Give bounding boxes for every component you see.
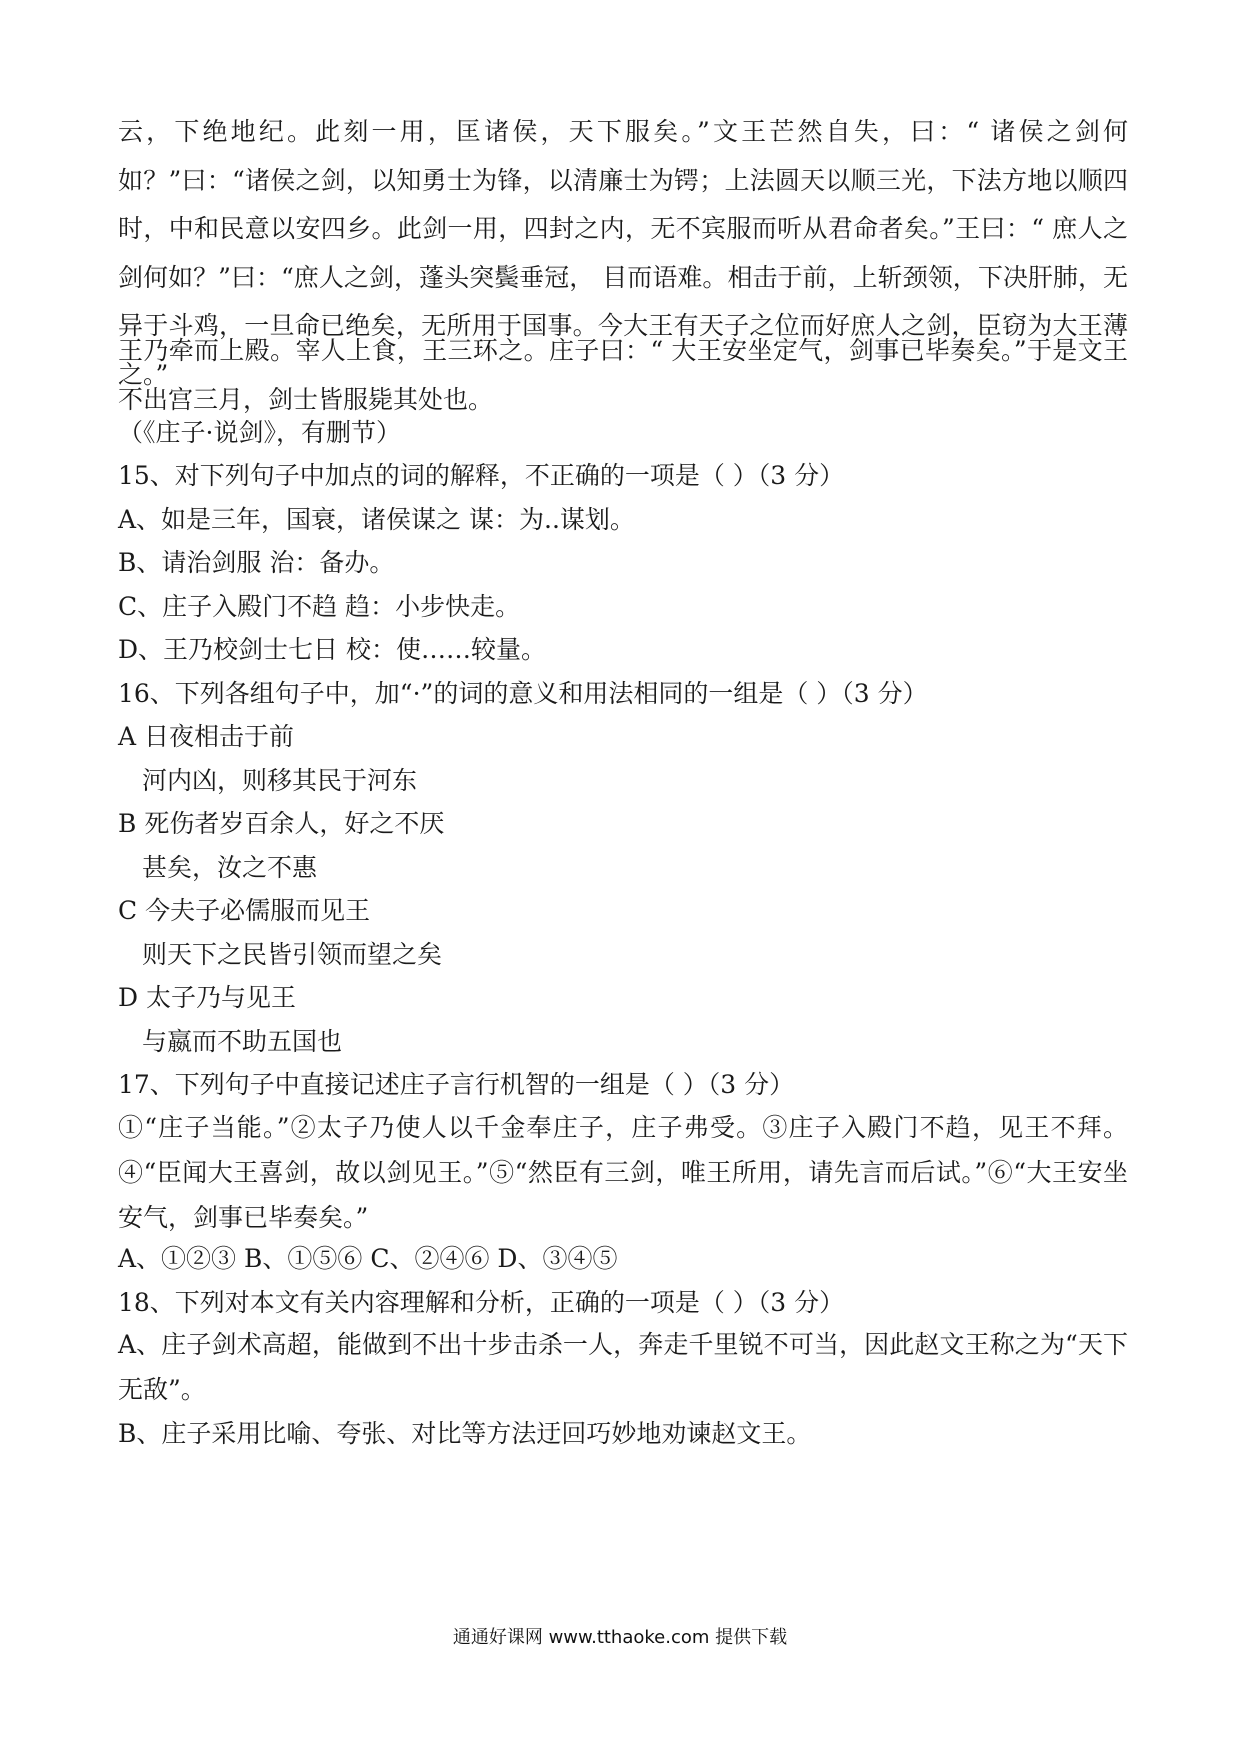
question-16-option-a-line-1: A 日夜相击于前 xyxy=(118,722,295,751)
question-17-stem: 17、下列句子中直接记述庄子言行机智的一组是（ ）（3 分） xyxy=(118,1070,795,1099)
question-16-option-c-line-2: 则天下之民皆引领而望之矣 xyxy=(142,940,443,969)
question-15-option-b: B、请治剑服 治：备办。 xyxy=(118,548,395,577)
question-18-option-b: B、庄子采用比喻、夸张、对比等方法迂回巧妙地劝谏赵文王。 xyxy=(118,1419,812,1448)
question-17-body: ①“庄子当能。”②太子乃使人以千金奉庄子，庄子弗受。③庄子入殿门不趋，见王不拜。④“臣闻大王喜剑，故以剑见王。”⑤“然臣有三剑，唯王所用，请先言而后试。”⑥“大王安坐安气，剑事已毕奏矣。” xyxy=(118,1113,1128,1232)
question-17-options: A、①②③ B、①⑤⑥ C、②④⑥ D、③④⑤ xyxy=(118,1244,618,1273)
question-15-stem: 15、对下列句子中加点的词的解释，不正确的一项是（ ）（3 分） xyxy=(118,461,845,490)
question-15-option-a: A、如是三年，国衰，诸侯谋之 谋：为..谋划。 xyxy=(118,505,635,534)
question-15-option-d: D、王乃校剑士七日 校：使……较量。 xyxy=(118,635,546,664)
question-16-option-a-line-2: 河内凶，则移其民于河东 xyxy=(142,766,418,795)
question-16-option-b-line-2: 甚矣，汝之不惠 xyxy=(142,853,318,882)
question-16-option-d-line-1: D 太子乃与见王 xyxy=(118,983,296,1012)
question-18-stem: 18、下列对本文有关内容理解和分析，正确的一项是（ ）（3 分） xyxy=(118,1288,845,1317)
passage-paragraph-1: 云，下绝地纪。此刻一用，匡诸侯，天下服矣。”文王芒然自失，曰：“ 诸侯之剑何如？”曰：“诸侯之剑，以知勇士为锋，以清廉士为锷；上法圆天以顺三光，下法方地以顺四时，中和民意以安四乡。此剑一用，四封之内，无不宾服而听从君命者矣。”王曰：“ 庶人之剑何如？”曰：“庶人之剑，蓬头突鬓垂冠， 目而语难。相击于前，上斩颈领，下决肝肺，无异于斗鸡，一旦命已绝矣，无所用于国事。今大王有天子之位而好庶人之剑，臣窃为大王薄之。” xyxy=(118,117,1128,389)
page-footer: 通通好课网 www.tthaoke.com 提供下载 xyxy=(452,1627,788,1648)
question-16-option-d-line-2: 与嬴而不助五国也 xyxy=(142,1027,343,1056)
passage-source: （《庄子·说剑》，有删节） xyxy=(118,418,401,447)
question-16-option-b-line-1: B 死伤者岁百余人，好之不厌 xyxy=(118,809,445,838)
question-18-option-a: A、庄子剑术高超，能做到不出十步击杀一人，奔走千里锐不可当，因此赵文王称之为“天下无敌”。 xyxy=(118,1330,1128,1404)
question-16-option-c-line-1: C 今夫子必儒服而见王 xyxy=(118,896,371,925)
passage-paragraph-2: 王乃牵而上殿。宰人上食，王三环之。庄子曰：“ 大王安坐定气，剑事已毕奏矣。”于是文王不出宫三月，剑士皆服毙其处也。 xyxy=(118,336,1128,414)
question-15-option-c: C、庄子入殿门不趋 趋：小步快走。 xyxy=(118,592,521,621)
question-16-stem: 16、下列各组句子中，加“·”的词的意义和用法相同的一组是（ ）（3 分） xyxy=(118,679,928,708)
